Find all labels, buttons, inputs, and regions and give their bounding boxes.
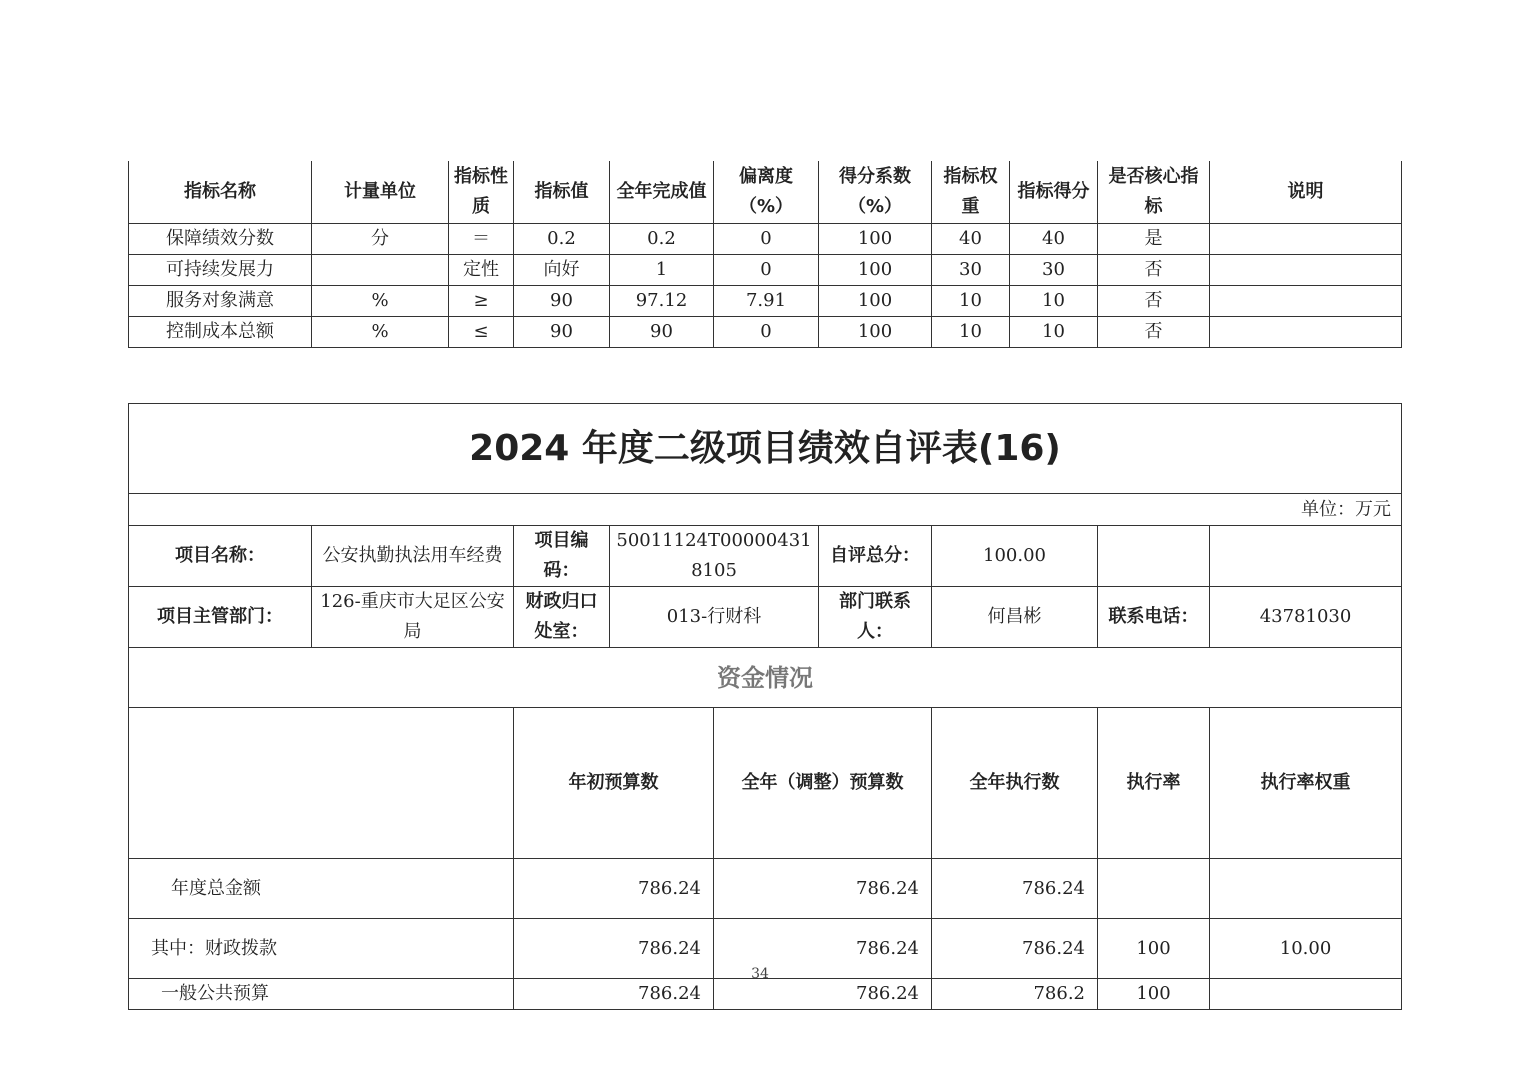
cell: 786.24: [514, 859, 714, 919]
cell: 100: [1098, 919, 1210, 979]
cell: 向好: [514, 254, 610, 285]
cell: 100: [819, 254, 932, 285]
cell: 0: [714, 254, 819, 285]
cell: 90: [610, 316, 714, 347]
cell: 100: [819, 223, 932, 254]
header-nature: 指标性质: [449, 161, 514, 223]
cell: 30: [1010, 254, 1098, 285]
self-score: 100.00: [932, 526, 1098, 587]
header-deviation: 偏离度（%）: [714, 161, 819, 223]
cell: 7.91: [714, 285, 819, 316]
cell: [312, 254, 449, 285]
table-row: [129, 316, 1402, 347]
phone-label: 联系电话：: [1098, 587, 1210, 648]
cell: 否: [1098, 285, 1210, 316]
table-row: [129, 254, 1402, 285]
cell: 控制成本总额: [129, 316, 312, 347]
header-actual: 全年完成值: [610, 161, 714, 223]
cell: 786.24: [514, 979, 714, 1010]
funding-row-label: 其中：财政拨款: [129, 919, 514, 979]
funding-header-rate: 执行率: [1098, 708, 1210, 859]
cell: 是: [1098, 223, 1210, 254]
cell: [1210, 223, 1402, 254]
empty-cell: [1098, 526, 1210, 587]
funding-header-initial: 年初预算数: [514, 708, 714, 859]
header-weight: 指标权重: [932, 161, 1010, 223]
cell: 786.24: [714, 979, 932, 1010]
cell: 40: [1010, 223, 1098, 254]
dept: 126-重庆市大足区公安局: [312, 587, 514, 648]
funding-header-executed: 全年执行数: [932, 708, 1098, 859]
cell: 90: [514, 285, 610, 316]
cell: 10: [932, 316, 1010, 347]
funding-header-blank: [129, 708, 514, 859]
project-code: 50011124T000004318105: [610, 526, 819, 587]
table-row: [129, 979, 1402, 1010]
funding-header-adjusted: 全年（调整）预算数: [714, 708, 932, 859]
unit-label: 单位：万元: [129, 494, 1402, 526]
cell: 100: [819, 285, 932, 316]
cell: 786.24: [514, 919, 714, 979]
cell: 10: [1010, 316, 1098, 347]
cell: [1210, 285, 1402, 316]
header-coefficient: 得分系数（%）: [819, 161, 932, 223]
cell: 786.24: [932, 919, 1098, 979]
cell: 分: [312, 223, 449, 254]
cell: [1210, 979, 1402, 1010]
header-score: 指标得分: [1010, 161, 1098, 223]
cell: 10: [932, 285, 1010, 316]
contact: 何昌彬: [932, 587, 1098, 648]
cell: 10: [1010, 285, 1098, 316]
cell: 97.12: [610, 285, 714, 316]
cell: 保障绩效分数: [129, 223, 312, 254]
cell: 否: [1098, 254, 1210, 285]
cell: [1210, 316, 1402, 347]
cell: 30: [932, 254, 1010, 285]
cell: [1210, 859, 1402, 919]
cell: 40: [932, 223, 1010, 254]
cell: %: [312, 316, 449, 347]
unit-row: [129, 494, 1402, 526]
dept-label: 项目主管部门：: [129, 587, 312, 648]
cell: 0: [714, 223, 819, 254]
cell: 服务对象满意: [129, 285, 312, 316]
finance-label: 财政归口处室：: [514, 587, 610, 648]
header-value: 指标值: [514, 161, 610, 223]
cell: 定性: [449, 254, 514, 285]
table-row: [129, 223, 1402, 254]
cell: 786.24: [714, 859, 932, 919]
cell: [1098, 859, 1210, 919]
cell: 100: [819, 316, 932, 347]
cell: ＝: [449, 223, 514, 254]
table-row: [129, 285, 1402, 316]
self-evaluation-form: [128, 403, 1402, 1010]
project-name: 公安执勤执法用车经费: [312, 526, 514, 587]
empty-cell: [1210, 526, 1402, 587]
indicator-header-row: [129, 161, 1402, 223]
header-indicator-name: 指标名称: [129, 161, 312, 223]
funding-title-row: [129, 648, 1402, 708]
cell: 0.2: [610, 223, 714, 254]
phone: 43781030: [1210, 587, 1402, 648]
cell: %: [312, 285, 449, 316]
cell: 否: [1098, 316, 1210, 347]
funding-title: 资金情况: [129, 648, 1402, 708]
funding-header-rate-weight: 执行率权重: [1210, 708, 1402, 859]
cell: 可持续发展力: [129, 254, 312, 285]
header-core: 是否核心指标: [1098, 161, 1210, 223]
cell: 1: [610, 254, 714, 285]
project-code-label: 项目编码：: [514, 526, 610, 587]
funding-header-row: [129, 708, 1402, 859]
header-note: 说明: [1210, 161, 1402, 223]
finance: 013-行财科: [610, 587, 819, 648]
self-score-label: 自评总分：: [819, 526, 932, 587]
project-row: [129, 526, 1402, 587]
funding-row-label: 年度总金额: [129, 859, 514, 919]
cell: 786.2: [932, 979, 1098, 1010]
cell: ≥: [449, 285, 514, 316]
cell: 786.24: [932, 859, 1098, 919]
page-title: 2024 年度二级项目绩效自评表(16): [129, 404, 1402, 494]
funding-row-label: 一般公共预算: [129, 979, 514, 1010]
cell: [1210, 254, 1402, 285]
table-row: [129, 859, 1402, 919]
cell: 10.00: [1210, 919, 1402, 979]
cell: ≤: [449, 316, 514, 347]
project-name-label: 项目名称：: [129, 526, 312, 587]
indicator-table: [128, 161, 1402, 348]
page-number: 34: [751, 966, 769, 982]
cell: 0: [714, 316, 819, 347]
cell: 0.2: [514, 223, 610, 254]
department-row: [129, 587, 1402, 648]
cell: 90: [514, 316, 610, 347]
header-unit: 计量单位: [312, 161, 449, 223]
contact-label: 部门联系人：: [819, 587, 932, 648]
title-row: [129, 404, 1402, 494]
cell: 100: [1098, 979, 1210, 1010]
cell: 786.24: [714, 919, 932, 979]
